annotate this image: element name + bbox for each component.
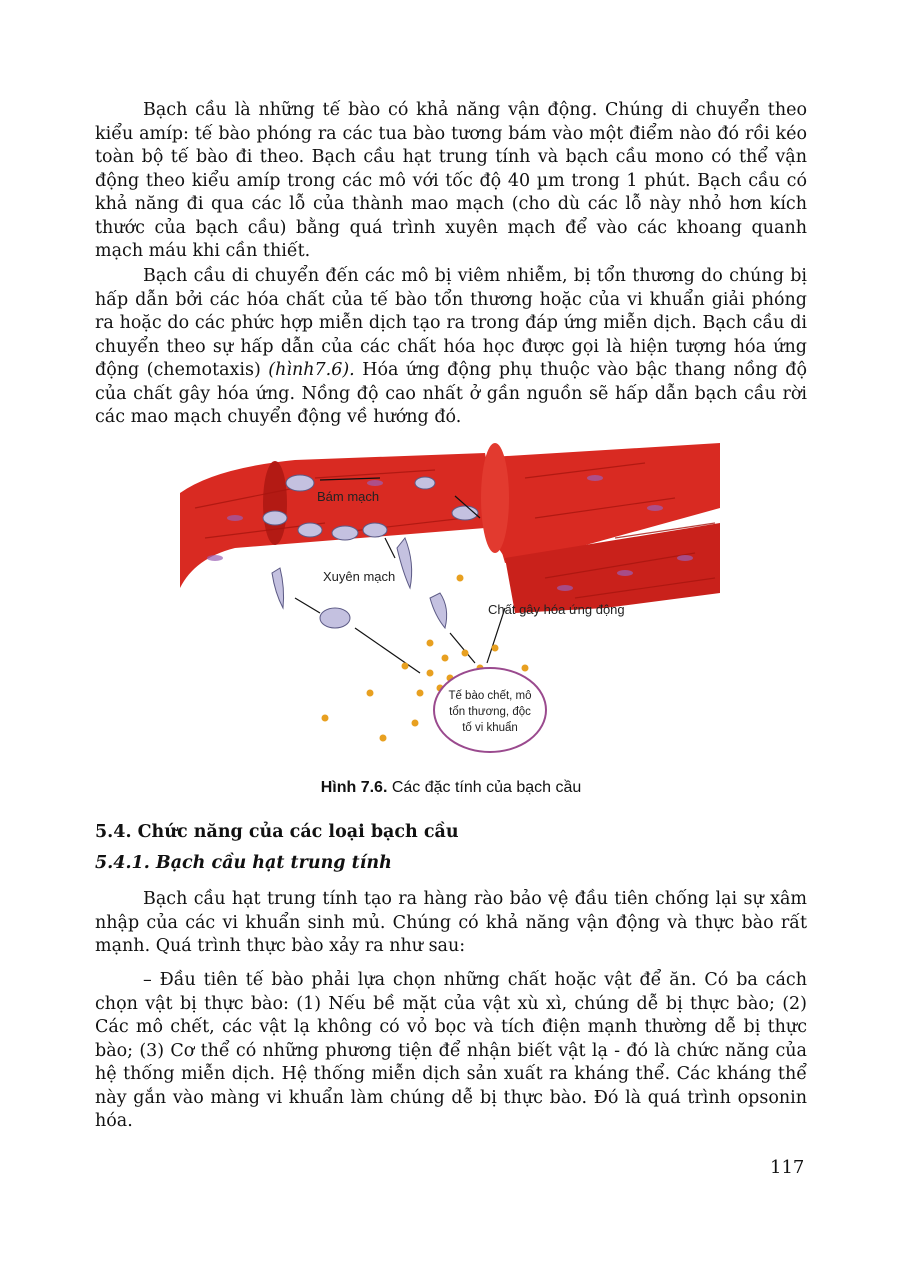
paragraph-text: Bạch cầu hạt trung tính tạo ra hàng rào bảo vệ đầu tiên chống lại sự xâm nhập của các vi khuẩn sinh mủ. Chúng có khả năng vận động và thực bào rất mạnh. Quá trình thực bào xảy ra như sau: <box>95 889 807 956</box>
paragraph-text: Bạch cầu di chuyển đến các mô bị viêm nhiễm, bị tổn thương do chúng bị hấp dẫn bởi các hóa chất của tế bào tổn thương hoặc của vi khuẩn giải phóng ra hoặc do các phức hợp miễn dịch tạo ra trong đáp ứng miễn dịch. Bạch cầu di chuyển theo sự hấp dẫn của các chất hóa học được gọi là hiện tượng hóa ứng động (chemotaxis) <box>95 266 807 380</box>
circle-label-line2: tổn thương, độc <box>449 706 531 718</box>
figure-reference: (hình7.6). <box>268 360 355 380</box>
paragraph-chemotaxis <box>95 265 807 430</box>
paragraph-phagocytosis-step1 <box>95 969 807 1134</box>
paragraph-amoeboid-movement <box>95 99 807 264</box>
subsection-heading: 5.4.1. Bạch cầu hạt trung tính <box>95 853 392 873</box>
paragraph-text: Bạch cầu là những tế bào có khả năng vận động. Chúng di chuyển theo kiểu amíp: tế bào phóng ra các tua bào tương bám vào một điểm nào đó rồi kéo toàn bộ tế bào đi theo. Bạch cầu hạt trung tính và bạch cầu mono có thể vận động theo kiểu amíp trong các mô với tốc độ 40 µm trong 1 phút. Bạch cầu có khả năng đi qua các lỗ của thành mao mạch (cho dù các lỗ này nhỏ hơn kích thước của bạch cầu) bằng quá trình xuyên mạch để vào các khoang quanh mạch máu khi cần thiết. <box>95 100 807 261</box>
figure-caption <box>0 779 902 797</box>
paragraph-text: – Đầu tiên tế bào phải lựa chọn những chất hoặc vật để ăn. Có ba cách chọn vật bị thực bào: (1) Nếu bề mặt của vật xù xì, chúng dễ bị thực bào; (2) Các mô chết, các vật lạ không có vỏ bọc và tích điện mạnh thường dễ bị thực bào; (3) Cơ thể có những phương tiện để nhận biết vật lạ - đó là chức năng của hệ thống miễn dịch. Hệ thống miễn dịch sản xuất ra kháng thể. Các kháng thể này gắn vào màng vi khuẩn làm chúng dễ bị thực bào. Đó là quá trình opsonin hóa. <box>95 970 807 1131</box>
circle-label-line3: tố vi khuẩn <box>462 722 518 734</box>
paragraph-text: Hóa ứng động phụ thuộc vào bậc thang nồng độ của chất gây hóa ứng. Nồng độ cao nhất ở gần nguồn sẽ hấp dẫn bạch cầu rời các mao mạch chuyển động về hướng đó. <box>95 360 807 427</box>
section-heading: 5.4. Chức năng của các loại bạch cầu <box>95 822 459 842</box>
circle-label-line1: Tế bào chết, mô <box>448 690 532 702</box>
page-number: 117 <box>770 1157 805 1178</box>
label-chemoattractant: Chất gây hóa ứng động <box>488 602 625 617</box>
label-adhesion: Bám mạch <box>317 489 380 504</box>
label-diapedesis: Xuyên mạch <box>323 569 396 584</box>
caption-text: Các đặc tính của bạch cầu <box>387 779 582 796</box>
blood-vessel-main <box>180 453 505 588</box>
caption-label: Hình 7.6. <box>320 779 388 796</box>
paragraph-neutrophil <box>95 888 807 959</box>
figure-leukocyte-properties <box>175 438 735 758</box>
